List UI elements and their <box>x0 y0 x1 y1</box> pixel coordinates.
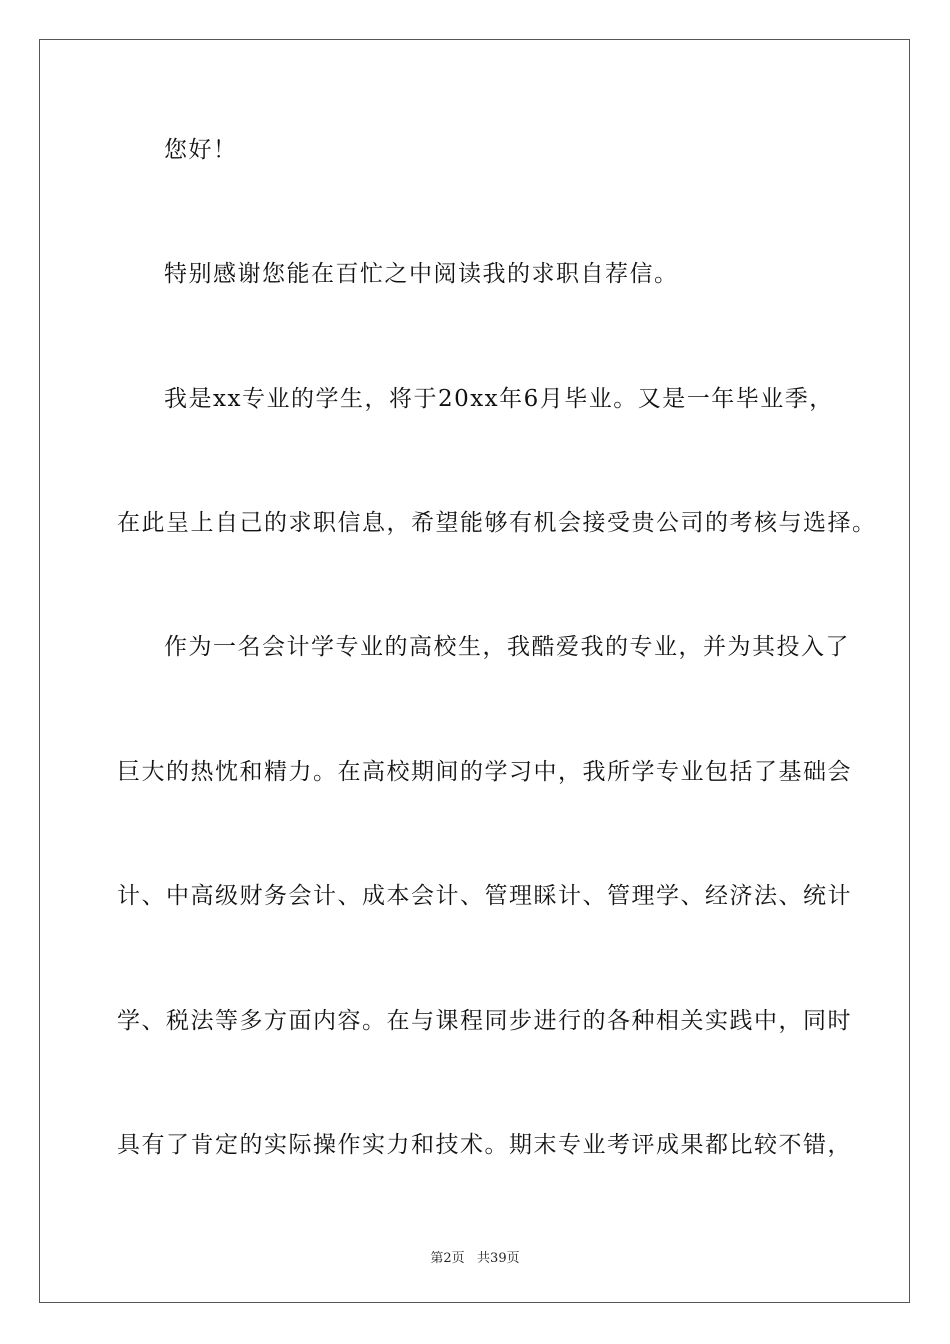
greeting: 您好！ <box>164 137 238 163</box>
page-border <box>39 39 910 1303</box>
paragraph-line: 我是xx专业的学生，将于20xx年6月毕业。又是一年毕业季， <box>164 386 834 412</box>
paragraph-line: 在此呈上自己的求职信息，希望能够有机会接受贵公司的考核与选择。 <box>117 510 877 536</box>
paragraph-line: 具有了肯定的实际操作实力和技术。期末专业考评成果都比较不错， <box>117 1132 852 1158</box>
paragraph-line: 作为一名会计学专业的高校生，我酷爱我的专业，并为其投入了 <box>164 634 850 660</box>
page-number-footer: 第2页 共39页 <box>430 1251 520 1266</box>
paragraph-line: 特别感谢您能在百忙之中阅读我的求职自荐信。 <box>164 261 679 287</box>
paragraph-line: 学、税法等多方面内容。在与课程同步进行的各种相关实践中，同时 <box>117 1008 852 1034</box>
paragraph-line: 巨大的热忱和精力。在高校期间的学习中，我所学专业包括了基础会 <box>117 759 852 785</box>
paragraph-line: 计、中高级财务会计、成本会计、管理睬计、管理学、经济法、统计 <box>117 883 852 909</box>
